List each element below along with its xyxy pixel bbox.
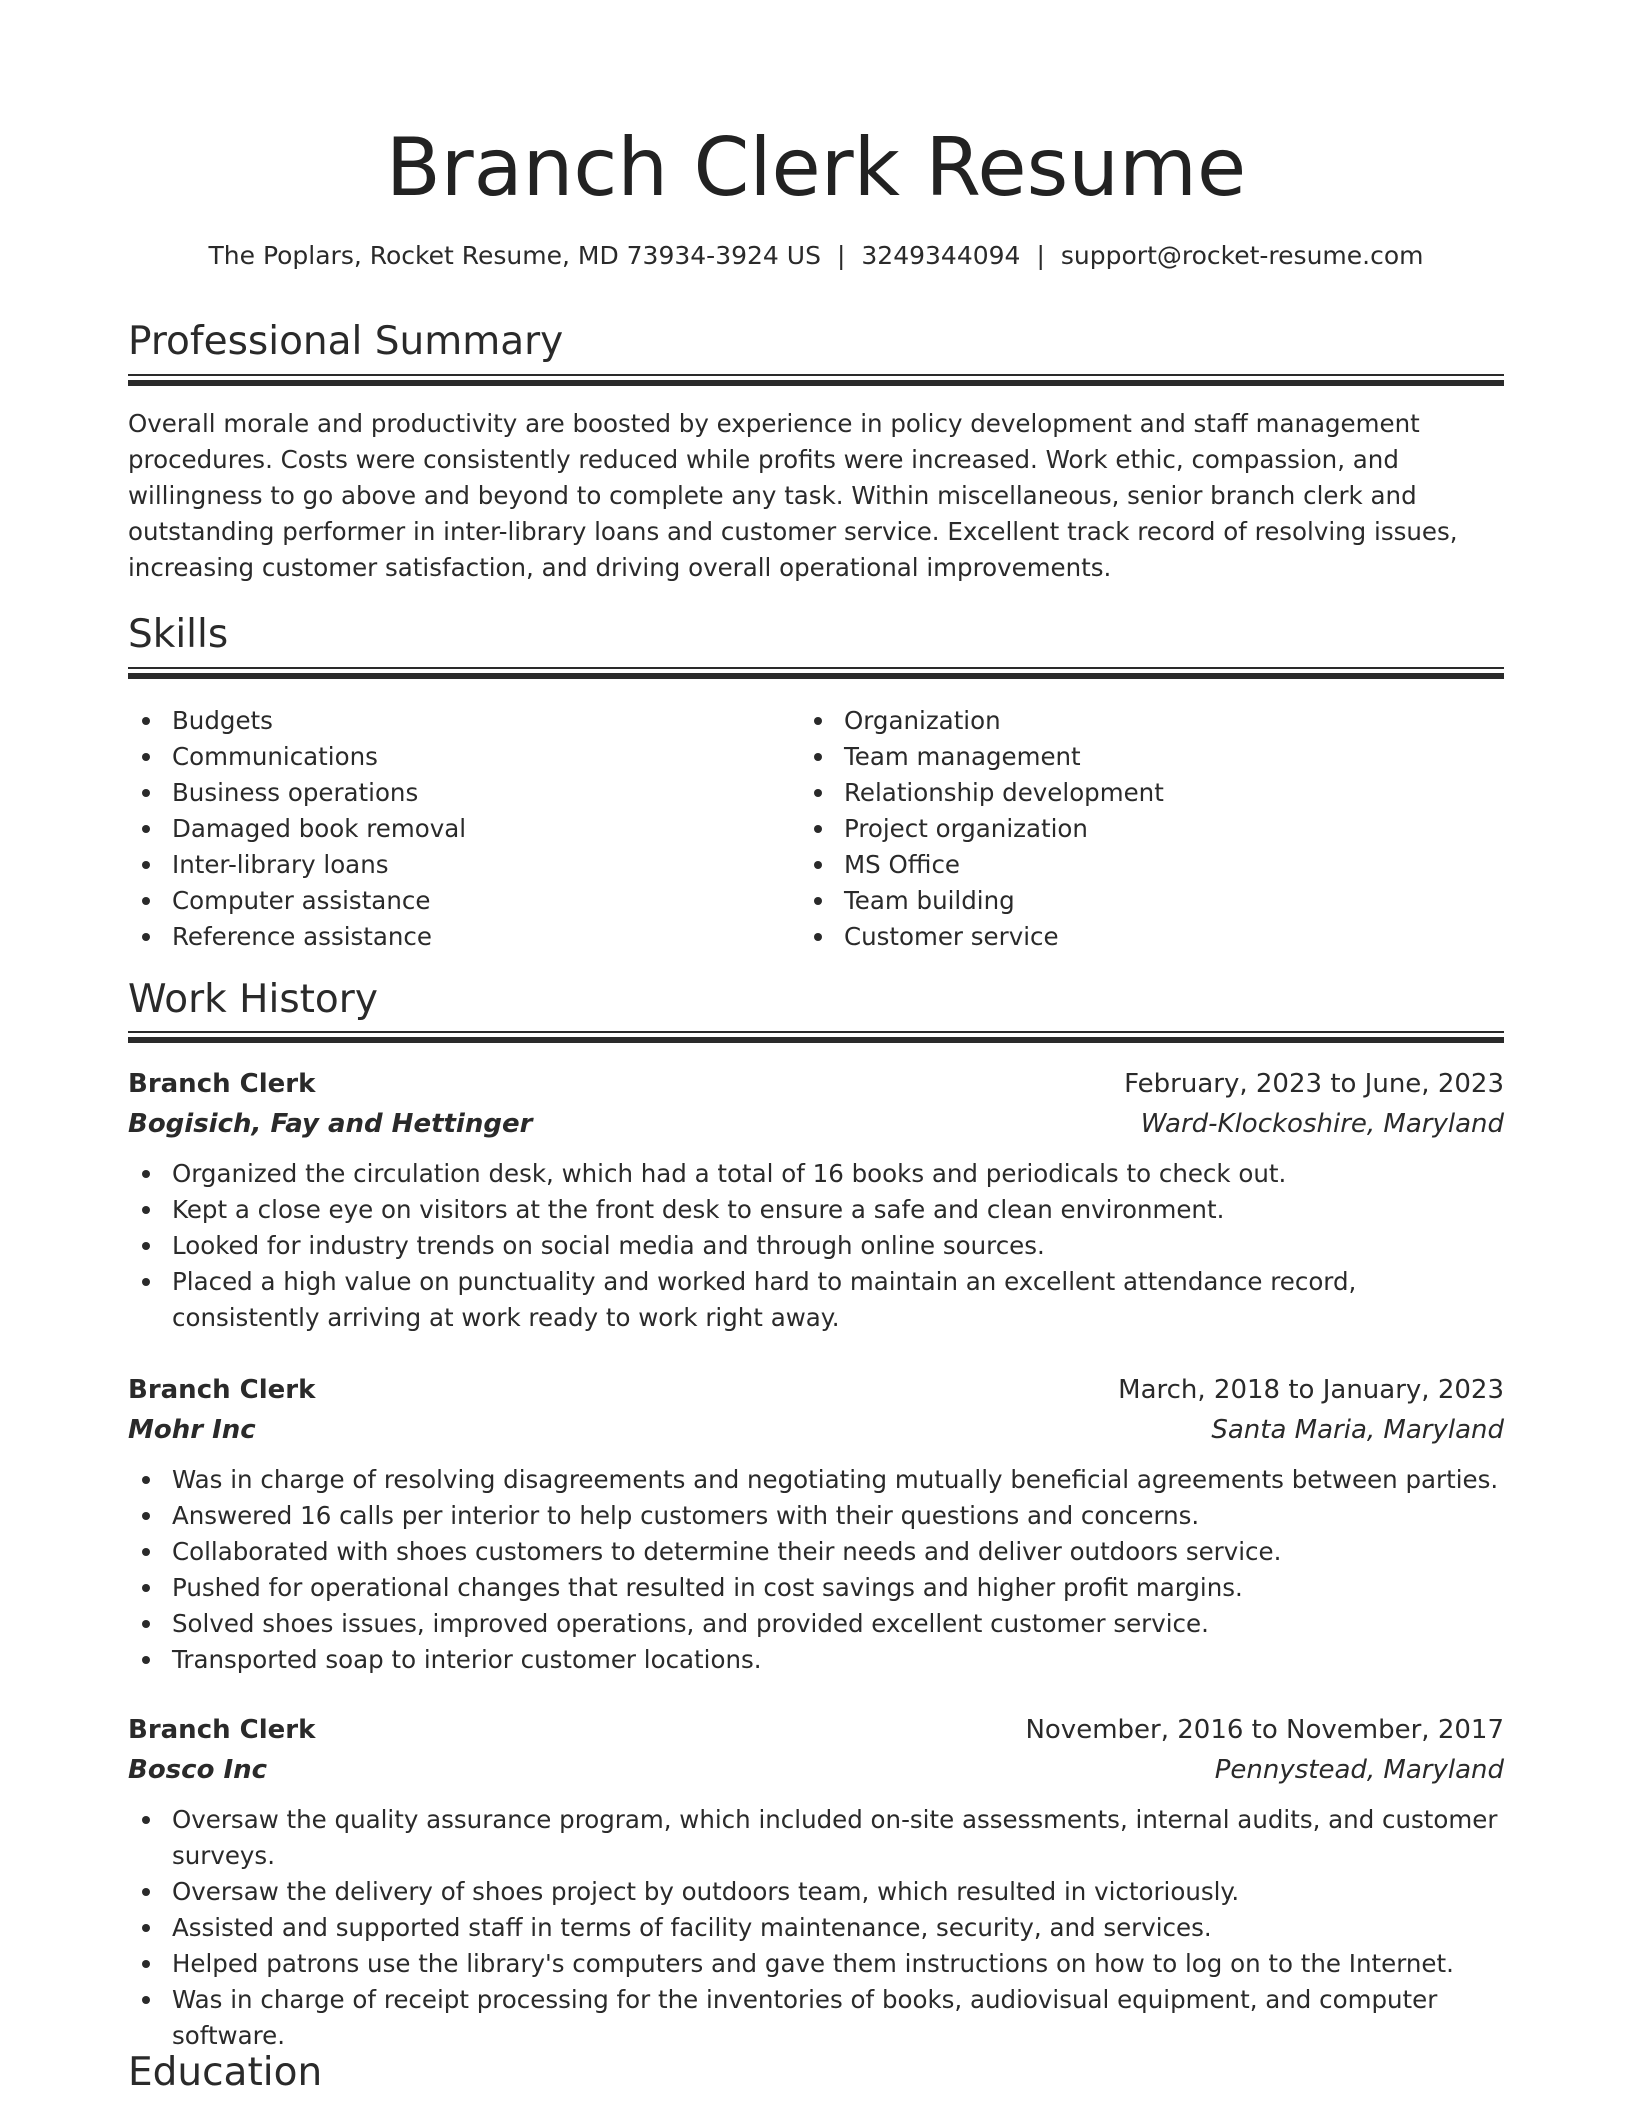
section-heading-summary: Professional Summary: [128, 319, 564, 364]
job-company: Bogisich, Fay and Hettinger: [128, 1109, 533, 1139]
section-heading-skills: Skills: [128, 612, 229, 657]
job-title: Branch Clerk: [128, 1715, 316, 1745]
section-heading-work-history: Work History: [128, 977, 378, 1022]
job-bullet: Answered 16 calls per interior to help customers with their questions and concerns.: [128, 1498, 1504, 1534]
skill-item: Project organization: [800, 811, 1440, 847]
contact-separator: |: [836, 241, 846, 270]
skill-item: Budgets: [128, 703, 768, 739]
skill-item: Reference assistance: [128, 919, 768, 955]
skill-item: Team management: [800, 739, 1440, 775]
section-divider: [128, 374, 1504, 386]
job-entry: [128, 1064, 1504, 1336]
job-bullet: Organized the circulation desk, which had a total of 16 books and periodicals to check out.: [128, 1156, 1504, 1192]
job-bullet: Assisted and supported staff in terms of facility maintenance, security, and services.: [128, 1910, 1504, 1946]
page-title: Branch Clerk Resume: [385, 121, 1247, 214]
job-bullet: Oversaw the delivery of shoes project by outdoors team, which resulted in victoriously.: [128, 1874, 1504, 1910]
job-dates: November, 2016 to November, 2017: [1025, 1715, 1504, 1745]
skill-item: Organization: [800, 703, 1440, 739]
job-bullet: Placed a high value on punctuality and worked hard to maintain an excellent attendance record, consistently arriving at work ready to work right away.: [128, 1264, 1504, 1336]
job-bullets: [128, 1802, 1504, 2054]
skills-list-right: [800, 703, 1440, 955]
job-bullets: [128, 1156, 1504, 1336]
job-bullet: Transported soap to interior customer locations.: [128, 1642, 1504, 1678]
skill-item: Computer assistance: [128, 883, 768, 919]
job-bullet: Looked for industry trends on social media and through online sources.: [128, 1228, 1504, 1264]
contact-address: The Poplars, Rocket Resume, MD 73934-3924 US: [208, 241, 821, 270]
contact-email: support@rocket-resume.com: [1060, 241, 1424, 270]
job-dates: February, 2023 to June, 2023: [1124, 1069, 1504, 1099]
job-bullet: Oversaw the quality assurance program, which included on-site assessments, internal audits, and customer surveys.: [128, 1802, 1504, 1874]
job-bullet: Collaborated with shoes customers to determine their needs and deliver outdoors service.: [128, 1534, 1504, 1570]
section-divider: [128, 1031, 1504, 1043]
job-bullet: Pushed for operational changes that resulted in cost savings and higher profit margins.: [128, 1570, 1504, 1606]
skill-item: Damaged book removal: [128, 811, 768, 847]
summary-text: Overall morale and productivity are boosted by experience in policy development and staff management procedures. Costs were consistently reduced while profits were increased. Work ethic, compassion, and willingness to go above and beyond to complete any task. Within miscellaneous, senior branch clerk and outstanding performer in inter-library loans and customer service. Excellent track record of resolving issues, increasing customer satisfaction, and driving overall operational improvements.: [128, 409, 1458, 582]
skill-item: Customer service: [800, 919, 1440, 955]
job-company: Mohr Inc: [128, 1415, 256, 1445]
skill-item: Team building: [800, 883, 1440, 919]
job-title: Branch Clerk: [128, 1069, 316, 1099]
job-bullet: Was in charge of receipt processing for the inventories of books, audiovisual equipment, and computer software.: [128, 1982, 1504, 2054]
contact-separator: |: [1036, 241, 1045, 270]
job-company: Bosco Inc: [128, 1755, 268, 1785]
job-bullet: Was in charge of resolving disagreements and negotiating mutually beneficial agreements between parties.: [128, 1462, 1504, 1498]
contact-line: [0, 238, 1632, 274]
job-entry: [128, 1710, 1504, 2054]
job-bullet: Kept a close eye on visitors at the front desk to ensure a safe and clean environment.: [128, 1192, 1504, 1228]
section-heading-education: Education: [128, 2050, 323, 2095]
contact-phone: 3249344094: [861, 241, 1021, 270]
skill-item: Relationship development: [800, 775, 1440, 811]
job-title: Branch Clerk: [128, 1375, 316, 1405]
skill-item: Communications: [128, 739, 768, 775]
job-bullet: Solved shoes issues, improved operations, and provided excellent customer service.: [128, 1606, 1504, 1642]
job-bullet: Helped patrons use the library's computers and gave them instructions on how to log on to the Internet.: [128, 1946, 1504, 1982]
section-divider: [128, 667, 1504, 679]
job-entry: [128, 1370, 1504, 1678]
skill-item: MS Office: [800, 847, 1440, 883]
skills-list-left: [128, 703, 768, 955]
job-dates: March, 2018 to January, 2023: [1118, 1375, 1504, 1405]
job-bullets: [128, 1462, 1504, 1678]
job-location: Pennystead, Maryland: [1214, 1755, 1504, 1785]
skill-item: Inter-library loans: [128, 847, 768, 883]
job-location: Ward-Klockoshire, Maryland: [1140, 1109, 1504, 1139]
skill-item: Business operations: [128, 775, 768, 811]
job-location: Santa Maria, Maryland: [1211, 1415, 1504, 1445]
